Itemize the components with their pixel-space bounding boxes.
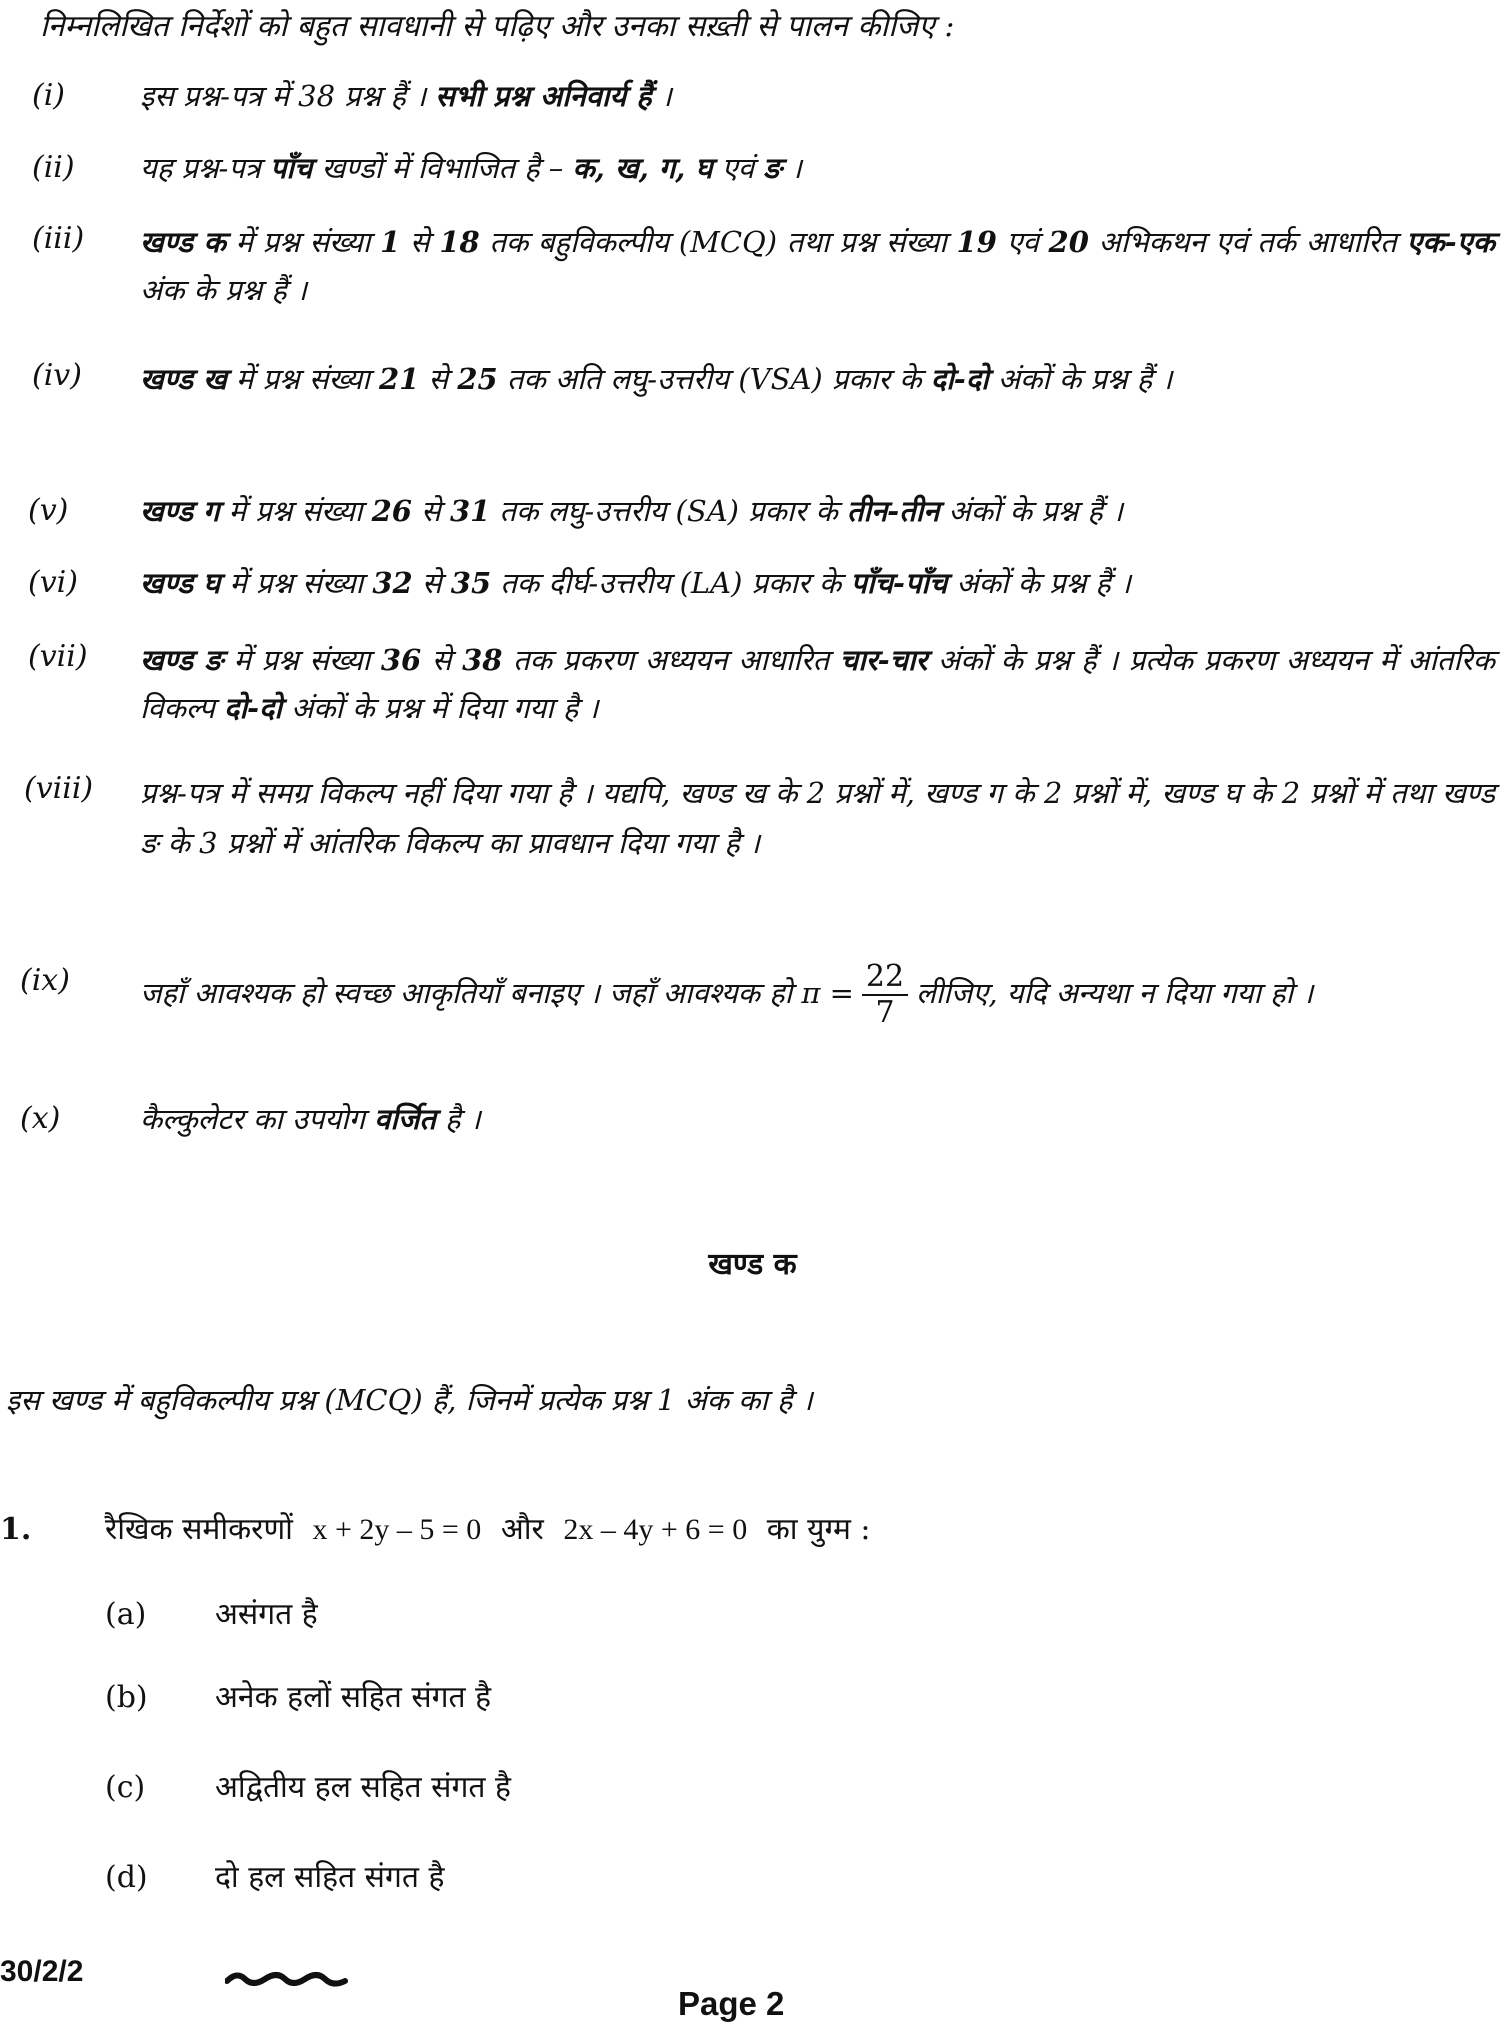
option-label: (d) bbox=[105, 1860, 148, 1895]
paper-code: 30/2/2 bbox=[0, 1955, 84, 1988]
instruction-text: खण्ड ग में प्रश्न संख्या 26 से 31 तक लघु-उत्तरीय (SA) प्रकार के तीन-तीन अंकों के प्रश्न हैं । bbox=[140, 494, 1124, 528]
option-label: (c) bbox=[105, 1770, 146, 1805]
option-label: (a) bbox=[105, 1597, 147, 1632]
instruction-text: कैल्कुलेटर का उपयोग वर्जित है । bbox=[140, 1102, 481, 1136]
instruction-text: खण्ड क में प्रश्न संख्या 1 से 18 तक बहुविकल्पीय (MCQ) तथा प्रश्न संख्या 19 एवं 20 अभिकथन एवं तर्क आधारित एक-एक अंक के प्रश्न हैं । bbox=[140, 225, 1496, 307]
instruction-number: (vi) bbox=[28, 565, 78, 600]
question-number: 1. bbox=[0, 1512, 32, 1547]
option-text: अनेक हलों सहित संगत है bbox=[215, 1680, 492, 1715]
pi-fraction: $\frac{22}{7}$ bbox=[862, 960, 908, 1030]
instruction-text: खण्ड ख में प्रश्न संख्या 21 से 25 तक अति लघु-उत्तरीय (VSA) प्रकार के दो-दो अंकों के प्रश्न हैं । bbox=[140, 362, 1173, 396]
instruction-number: (viii) bbox=[24, 771, 94, 806]
instruction-text: यह प्रश्न-पत्र पाँच खण्डों में विभाजित है – क, ख, ग, घ एवं ङ । bbox=[140, 151, 802, 185]
instruction-number: (vii) bbox=[28, 639, 88, 674]
instruction-number: (x) bbox=[20, 1101, 61, 1136]
wave-ornament-icon bbox=[225, 1965, 375, 1995]
instruction-text: इस प्रश्न-पत्र में 38 प्रश्न हैं । सभी प्रश्न अनिवार्य हैं । bbox=[140, 79, 672, 113]
instruction-number: (iii) bbox=[32, 221, 85, 256]
instruction-number: (ii) bbox=[32, 150, 75, 185]
instruction-number: (i) bbox=[32, 78, 66, 113]
instruction-number: (iv) bbox=[32, 358, 82, 393]
instruction-text: खण्ड घ में प्रश्न संख्या 32 से 35 तक दीर्घ-उत्तरीय (LA) प्रकार के पाँच-पाँच अंकों के प्रश्न हैं । bbox=[140, 566, 1132, 600]
page-number: Page 2 bbox=[678, 1985, 785, 2022]
option-text: असंगत है bbox=[215, 1597, 318, 1632]
section-note: इस खण्ड में बहुविकल्पीय प्रश्न (MCQ) हैं, जिनमें प्रत्येक प्रश्न 1 अंक का है । bbox=[6, 1383, 813, 1417]
instruction-text: प्रश्न-पत्र में समग्र विकल्प नहीं दिया गया है । यद्यपि, खण्ड ख के 2 प्रश्नों में, खण्ड ग के 2 प्रश्नों में, खण्ड घ के 2 प्रश्नों में तथा खण्ड ङ के 3 प्रश्नों में आंतरिक विकल्प का प्रावधान दिया गया है । bbox=[140, 776, 1495, 860]
instruction-text: खण्ड ङ में प्रश्न संख्या 36 से 38 तक प्रकरण अध्ययन आधारित चार-चार अंकों के प्रश्न हैं । प्रत्येक प्रकरण अध्ययन में आंतरिक विकल्प दो-दो अंकों के प्रश्न में दिया गया है । bbox=[140, 643, 1496, 725]
option-label: (b) bbox=[105, 1680, 148, 1715]
instruction-number: (v) bbox=[28, 493, 69, 528]
option-text: अद्वितीय हल सहित संगत है bbox=[215, 1770, 511, 1805]
instruction-number: (ix) bbox=[20, 963, 70, 998]
instructions-intro: निम्नलिखित निर्देशों को बहुत सावधानी से पढ़िए और उनका सख़्ती से पालन कीजिए : bbox=[40, 9, 955, 44]
equation-2: 2x – 4y + 6 = 0 bbox=[563, 1513, 748, 1546]
option-text: दो हल सहित संगत है bbox=[215, 1860, 445, 1895]
instruction-text: जहाँ आवश्यक हो स्वच्छ आकृतियाँ बनाइए । जहाँ आवश्यक हो π = $\frac{22}{7}$ लीजिए, यदि अन्यथा न दिया गया हो । bbox=[140, 959, 1314, 1030]
section-title: खण्ड क bbox=[708, 1247, 797, 1282]
equation-1: x + 2y – 5 = 0 bbox=[312, 1513, 482, 1546]
question-text: रैखिक समीकरणों x + 2y – 5 = 0 और 2x – 4y + 6 = 0 का युग्म : bbox=[105, 1512, 871, 1547]
